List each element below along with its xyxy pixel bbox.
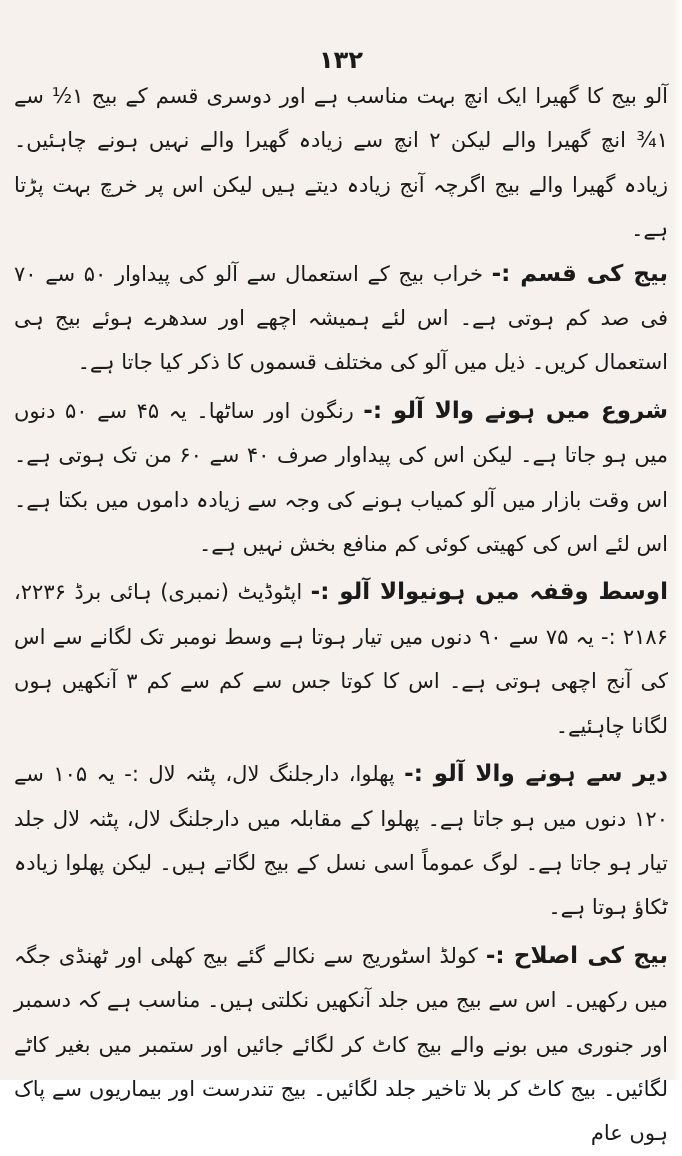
paragraph-seed-type [14,252,668,385]
paragraph-text: پھلوا، دارجلنگ لال، پٹنہ لال :- یہ ۱۰۵ سے ۱۲۰ دنوں میں ہو جاتا ہے۔ پھلوا کے مقابلہ میں دارجلنگ لال، پٹنہ لال جلد تیار ہو جاتا ہے۔ لوگ عموماً اسی نسل کے بیج لگاتے ہیں۔ لیکن پھلوا زیادہ ٹکاؤ ہوتا ہے۔ [14,762,668,920]
paragraph-heading: بیج کی اصلاح :- [485,942,668,969]
paragraph-heading: بیج کی قسم :- [491,260,668,287]
page-edge [672,0,682,1080]
paragraph-heading: دیر سے ہونے والا آلو :- [404,761,668,788]
paragraph-early-potato [14,389,668,567]
paragraph-text: رنگون اور ساٹھا۔ یہ ۴۵ سے ۵۰ دنوں میں ہو جاتا ہے۔ لیکن اس کی پیداوار صرف ۴۰ سے ۶۰ من تک ہوتی ہے۔ اس وقت بازار میں آلو کمیاب ہونے کی وجہ سے زیادہ داموں میں بکتا ہے۔ اس لئے اس کی کھیتی کوئی کم منافع بخش نہیں ہے۔ [14,398,668,557]
paragraph-intro [14,74,668,252]
paragraph-heading: اوسط وقفہ میں ہونیوالا آلو :- [310,579,668,606]
paragraph-text: آلو بیج کا گھیرا ایک انچ بہت مناسب ہے اور دوسری قسم کے بیج ۱½ سے ۱¾ انچ گھیرا والے لیکن ۲ انچ سے زیادہ گھیرا والے نہیں ہونے چاہئیں۔ زیادہ گھیرا والے بیج اگرچہ آنج زیادہ دیتے ہیں لیکن اس پر خرچ بہت پڑتا ہے۔ [14,84,668,242]
paragraph-text: کولڈ اسٹوریج سے نکالے گئے بیج کھلی اور ٹھنڈی جگہ میں رکھیں۔ اس سے بیج میں جلد آنکھیں نکلتی ہیں۔ مناسب ہے کہ دسمبر اور جنوری میں بونے والے بیج کاٹ کر لگائے جائیں اور ستمبر میں بغیر کاٹے لگائیں۔ بیج کاٹ کر بلا تاخیر جلد لگائیں۔ بیج تندرست اور بیماریوں سے پاک ہوں عام [14,943,668,1146]
paragraph-heading: شروع میں ہونے والا آلو :- [363,397,668,424]
paragraph-text: خراب بیج کے استعمال سے آلو کی پیداوار ۵۰ سے ۷۰ فی صد کم ہوتی ہے۔ اس لئے ہمیشہ اچھے اور سدھرے ہوئے بیج ہی استعمال کریں۔ ذیل میں آلو کی مختلف قسموں کا ذکر کیا جاتا ہے۔ [14,261,668,375]
paragraph-mid-potato [14,570,668,748]
page-number: ۱۳۲ [319,46,363,74]
page-body [14,74,668,1156]
paragraph-text: اپٹوڈیٹ (نمبری) ہائی برڈ ۲۲۳۶، ۲۱۸۶ :- یہ ۷۵ سے ۹۰ دنوں میں تیار ہوتا ہے وسط نومبر تک لگانے سے اس کی آنج اچھی ہوتی ہے۔ اس کا کوتا جس سے کم سے کم ۳ آنکھیں ہوں لگانا چاہئیے۔ [14,580,668,738]
paragraph-late-potato [14,752,668,930]
paragraph-seed-care [14,934,668,1156]
